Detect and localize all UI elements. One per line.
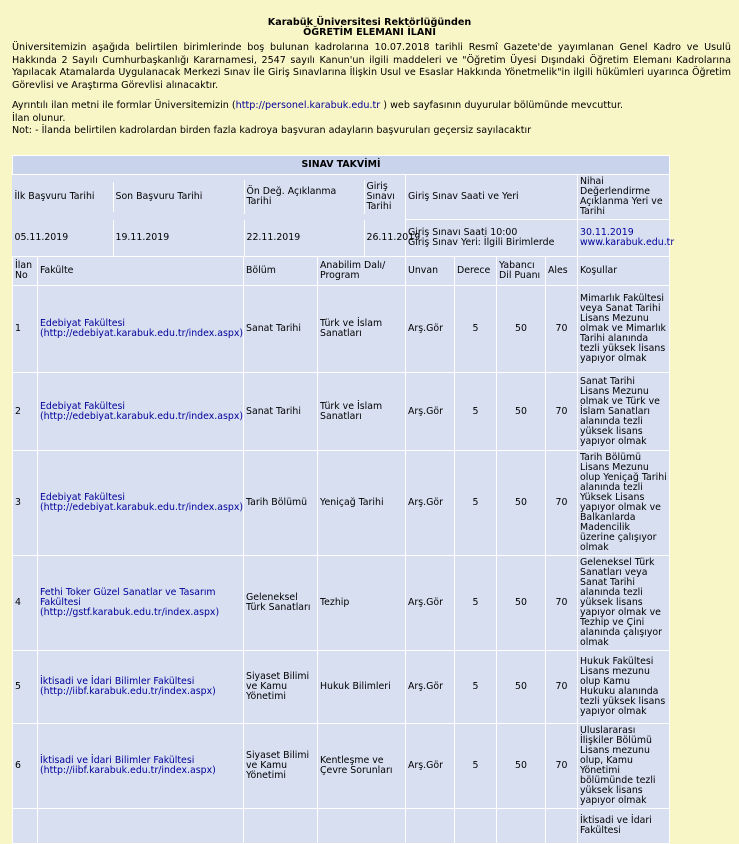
schedule-title-row [13, 156, 670, 175]
col-program: Anabilim Dalı/ Program [318, 257, 406, 286]
ilan-no: 3 [13, 451, 38, 556]
col-faculty: Fakülte [38, 257, 244, 286]
faculty-cell [38, 286, 244, 373]
final-date-link[interactable]: 30.11.2019 [580, 227, 634, 238]
ilan-no: 2 [13, 373, 38, 451]
col-language-score: Yabancı Dil Puanı [497, 257, 546, 286]
table-row [13, 724, 670, 809]
listing-table [12, 155, 675, 844]
sched-h-prelim: Ön Değ. Açıklanma Tarihi [244, 180, 364, 214]
degree: 5 [455, 724, 497, 809]
first-application-date: 05.11.2019 [13, 220, 114, 256]
faculty-link[interactable]: Edebiyat Fakültesi (http://edebiyat.karabuk.edu.tr/index.aspx) [40, 318, 244, 339]
language-score: 50 [497, 451, 546, 556]
conditions: Hukuk Fakültesi Lisans mezunu olup Kamu Hukuku alanında tezli yüksek lisans yapıyor olmak [578, 651, 670, 724]
faculty-cell [38, 451, 244, 556]
position-title: Arş.Gör [406, 286, 455, 373]
degree: 5 [455, 373, 497, 451]
exam-time: Giriş Sınavı Saati 10:00 [408, 227, 518, 238]
schedule-header-row [13, 175, 670, 220]
department: Tarih Bölümü [244, 451, 318, 556]
col-degree: Derece [455, 257, 497, 286]
col-title: Unvan [406, 257, 455, 286]
ales-score: 70 [546, 556, 578, 651]
department: Siyaset Bilimi ve Kamu Yönetimi [244, 724, 318, 809]
conditions: Geleneksel Türk Sanatları veya Sanat Tarihi alanında tezli yüksek lisans yapıyor olmak ve Tezhip ve Çini alanında çalışıyor olmak [578, 556, 670, 651]
program: Türk ve İslam Sanatları [318, 286, 406, 373]
sched-h-exam: Giriş Sınavı Tarihi [366, 181, 395, 213]
faculty-link[interactable]: Fethi Toker Güzel Sanatlar ve Tasarım Fakültesi (http://gstf.karabuk.edu.tr/index.aspx) [40, 587, 220, 618]
prelim-date: 22.11.2019 [244, 220, 364, 256]
sched-h-last: Son Başvuru Tarihi [115, 191, 203, 203]
program: Yeniçağ Tarihi [318, 451, 406, 556]
col-department: Bölüm [244, 257, 318, 286]
language-score: 50 [497, 724, 546, 809]
language-score: 50 [497, 651, 546, 724]
sched-h-final: Nihai Değerlendirme Açıklanma Yeri ve Tarihi [578, 175, 670, 220]
language-score: 50 [497, 373, 546, 451]
table-row [13, 556, 670, 651]
program: Hukuk Bilimleri [318, 651, 406, 724]
table-row [13, 451, 670, 556]
ales-score: 70 [546, 651, 578, 724]
page-heading [0, 0, 739, 38]
department: Sanat Tarihi [244, 373, 318, 451]
col-ales: Ales [546, 257, 578, 286]
conditions: Tarih Bölümü Lisans Mezunu olup Yeniçağ Tarihi alanında tezli Yüksek Lisans yapıyor olmak ve Balkanlarda Madencilik üzerine çalışıyor olmak [578, 451, 670, 556]
faculty-cell [38, 724, 244, 809]
personnel-link[interactable]: http://personel.karabuk.edu.tr [235, 100, 381, 111]
sched-h-first: İlk Başvuru Tarihi [13, 182, 114, 212]
department: Siyaset Bilimi ve Kamu Yönetimi [244, 651, 318, 724]
details-before: Ayrıntılı ilan metni ile formlar Üniversitemizin ( [12, 100, 236, 111]
details-line [12, 100, 731, 113]
ilan-no: 5 [13, 651, 38, 724]
final-site-link[interactable]: www.karabuk.edu.tr [580, 237, 675, 248]
conditions: Sanat Tarihi Lisans Mezunu olmak ve Türk ve İslam Sanatları alanında tezli yüksek lisans yapıyor olmak [578, 373, 670, 451]
conditions: İktisadi ve İdari Fakültesi [578, 809, 670, 844]
col-ilan-no: İlan No [13, 257, 38, 286]
exam-place: Giriş Sınav Yeri: İlgili Birimlerde [408, 237, 555, 248]
department: Geleneksel Türk Sanatları [244, 556, 318, 651]
faculty-link[interactable]: İktisadi ve İdari Bilimler Fakültesi (http://iibf.karabuk.edu.tr/index.aspx) [40, 755, 216, 776]
table-row [13, 651, 670, 724]
schedule-dates-row [13, 220, 670, 257]
program: Kentleşme ve Çevre Sorunları [318, 724, 406, 809]
final-announcement [578, 220, 675, 257]
table-row [13, 286, 670, 373]
details-after: ) web sayfasının duyurular bölümünde mevcuttur. [380, 100, 624, 111]
heading-title: ÖĞRETİM ELEMANI İLANI [303, 27, 436, 38]
ilan-no: 1 [13, 286, 38, 373]
ilan-no: 4 [13, 556, 38, 651]
table-row [13, 373, 670, 451]
language-score: 50 [497, 286, 546, 373]
position-title: Arş.Gör [406, 556, 455, 651]
announce-line: İlan olunur. [12, 112, 66, 124]
col-conditions: Koşullar [578, 257, 670, 286]
exam-time-place [406, 220, 578, 257]
ales-score: 70 [546, 451, 578, 556]
last-application-date: 19.11.2019 [115, 231, 170, 243]
degree: 5 [455, 651, 497, 724]
degree: 5 [455, 556, 497, 651]
position-title: Arş.Gör [406, 373, 455, 451]
exam-date: 26.11.2019 [366, 231, 421, 243]
degree: 5 [455, 451, 497, 556]
faculty-link[interactable]: Edebiyat Fakültesi (http://edebiyat.karabuk.edu.tr/index.aspx) [40, 400, 244, 422]
faculty-cell [38, 651, 244, 724]
position-title: Arş.Gör [406, 651, 455, 724]
program: Türk ve İslam Sanatları [318, 373, 406, 451]
heading-university: Karabük Üniversitesi Rektörlüğünden [267, 17, 472, 28]
conditions: Uluslararası İlişkiler Bölümü Lisans mezunu olup, Kamu Yönetimi bölümünde tezli yüksek lisans yapıyor olmak [578, 724, 670, 809]
language-score: 50 [497, 556, 546, 651]
intro-paragraph: Üniversitemizin aşağıda belirtilen birimlerinde boş bulunan kadrolarına 10.07.2018 tarihli Resmî Gazete'de yayımlanan Genel Kadro ve Usulü Hakkında 2 Sayılı Cumhurbaşkanlığı Kararnamesi, 2547 sayılı Kanun'un ilgili maddeleri ve "Öğretim Üyesi Dışındaki Öğretim Elemanı Kadrolarına Yapılacak Atamalarda Uygulanacak Merkezi Sınav İle Giriş Sınavlarına İlişkin Usul ve Esaslar Hakkında Yönetmelik"in ilgili hükümleri uyarınca Öğretim Görevlisi ve Araştırma Görevlisi alınacaktır. [12, 42, 731, 91]
faculty-link[interactable]: Edebiyat Fakültesi (http://edebiyat.karabuk.edu.tr/index.aspx) [40, 492, 244, 513]
column-header-row [13, 257, 670, 286]
department: Sanat Tarihi [244, 286, 318, 373]
note-line: Not: - İlanda belirtilen kadrolardan birden fazla kadroya başvuran adayların başvuruları geçersiz sayılacaktır [12, 125, 532, 136]
conditions: Mimarlık Fakültesi veya Sanat Tarihi Lisans Mezunu olmak ve Mimarlık Tarihi alanında tezli yüksek lisans yapıyor olmak [578, 286, 670, 373]
position-title: Arş.Gör [406, 724, 455, 809]
program: Tezhip [318, 556, 406, 651]
faculty-cell [38, 373, 244, 451]
faculty-cell [38, 556, 244, 651]
ilan-no: 6 [13, 724, 38, 809]
sched-h-time: Giriş Sınav Saati ve Yeri [406, 175, 578, 220]
faculty-link[interactable]: İktisadi ve İdari Bilimler Fakültesi (http://iibf.karabuk.edu.tr/index.aspx) [40, 676, 216, 697]
ales-score: 70 [546, 373, 578, 451]
degree: 5 [455, 286, 497, 373]
ales-score: 70 [546, 724, 578, 809]
ales-score: 70 [546, 286, 578, 373]
table-row-partial [13, 809, 670, 844]
position-title: Arş.Gör [406, 451, 455, 556]
schedule-title: SINAV TAKVİMİ [13, 156, 670, 175]
